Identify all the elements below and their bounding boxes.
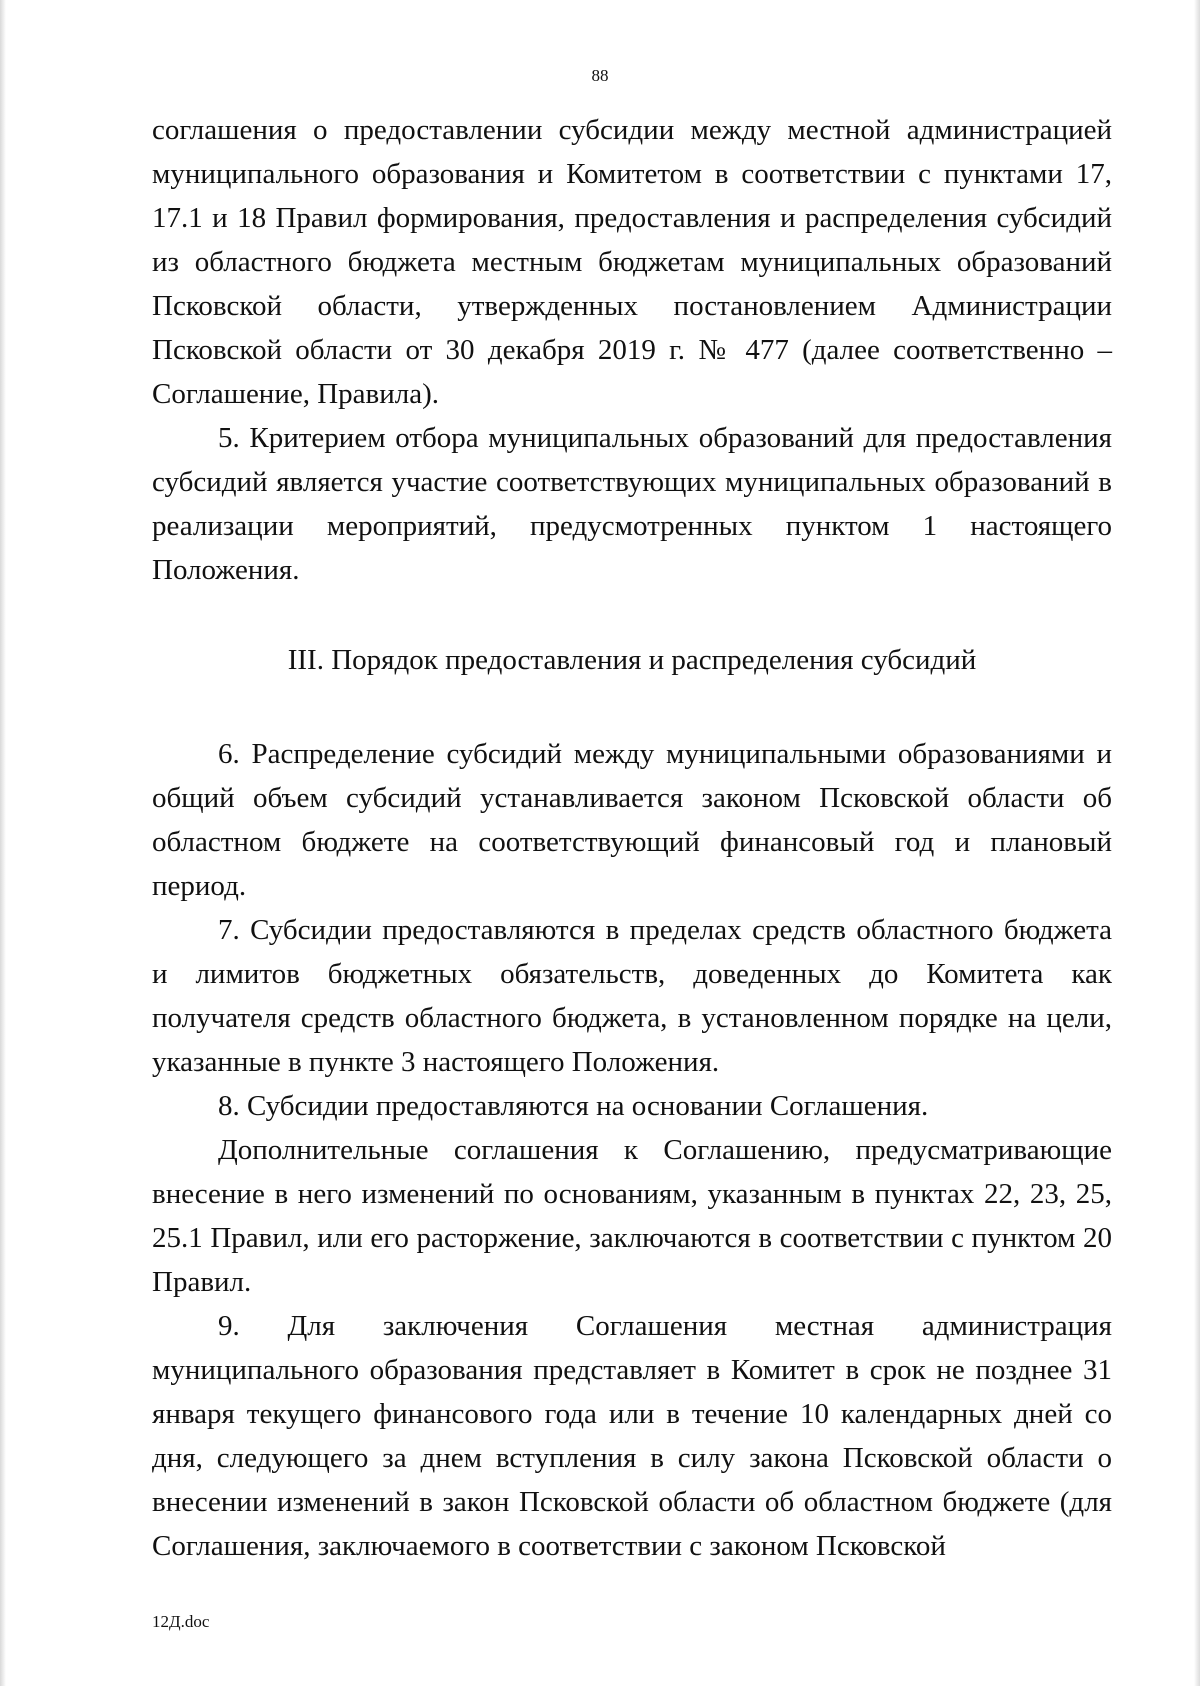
paragraph-continuation: соглашения о предоставлении субсидии между местной администрацией муниципального образования и Комитетом в соответствии с пунктами 17, 17.1 и 18 Правил формирования, предоставления и распределения субсидий из областного бюджета местным бюджетам муниципальных образований Псковской области, утвержденных постановлением Администрации Псковской области от 30 декабря 2019 г. № 477 (далее соответственно – Соглашение, Правила). (152, 114, 1112, 410)
page-number: 88 (591, 66, 609, 85)
paragraph-item-5: 5. Критерием отбора муниципальных образований для предоставления субсидий является участие соответствующих муниципальных образований в реализации мероприятий, предусмотренных пунктом 1 настоящего Положения. (152, 422, 1112, 586)
section-heading: III. Порядок предоставления и распределения субсидий (287, 644, 977, 676)
paragraph-item-8: 8. Субсидии предоставляются на основании Соглашения. (218, 1090, 929, 1122)
paragraph-item-9: 9. Для заключения Соглашения местная администрация муниципального образования представляет в Комитет в срок не позднее 31 января текущего финансового года или в течение 10 календарных дней со дня, следующего за днем вступления в силу закона Псковской области о внесении изменений в закон Псковской области об областном бюджете (для Соглашения, заключаемого в соответствии с законом Псковской (152, 1310, 1112, 1562)
scan-edge-left (0, 0, 6, 1686)
footer-filename: 12Д.doc (152, 1612, 210, 1631)
paragraph-item-6: 6. Распределение субсидий между муниципальными образованиями и общий объем субсидий устанавливается законом Псковской области об областном бюджете на соответствующий финансовый год и плановый период. (152, 738, 1112, 902)
paragraph-item-7: 7. Субсидии предоставляются в пределах средств областного бюджета и лимитов бюджетных обязательств, доведенных до Комитета как получателя средств областного бюджета, в установленном порядке на цели, указанные в пункте 3 настоящего Положения. (152, 914, 1112, 1078)
scan-edge-right (1194, 0, 1200, 1686)
paragraph-additional-agreements: Дополнительные соглашения к Соглашению, предусматривающие внесение в него изменений по основаниям, указанным в пунктах 22, 23, 25, 25.1 Правил, или его расторжение, заключаются в соответствии с пунктом 20 Правил. (152, 1134, 1112, 1298)
document-body (152, 108, 1112, 1568)
